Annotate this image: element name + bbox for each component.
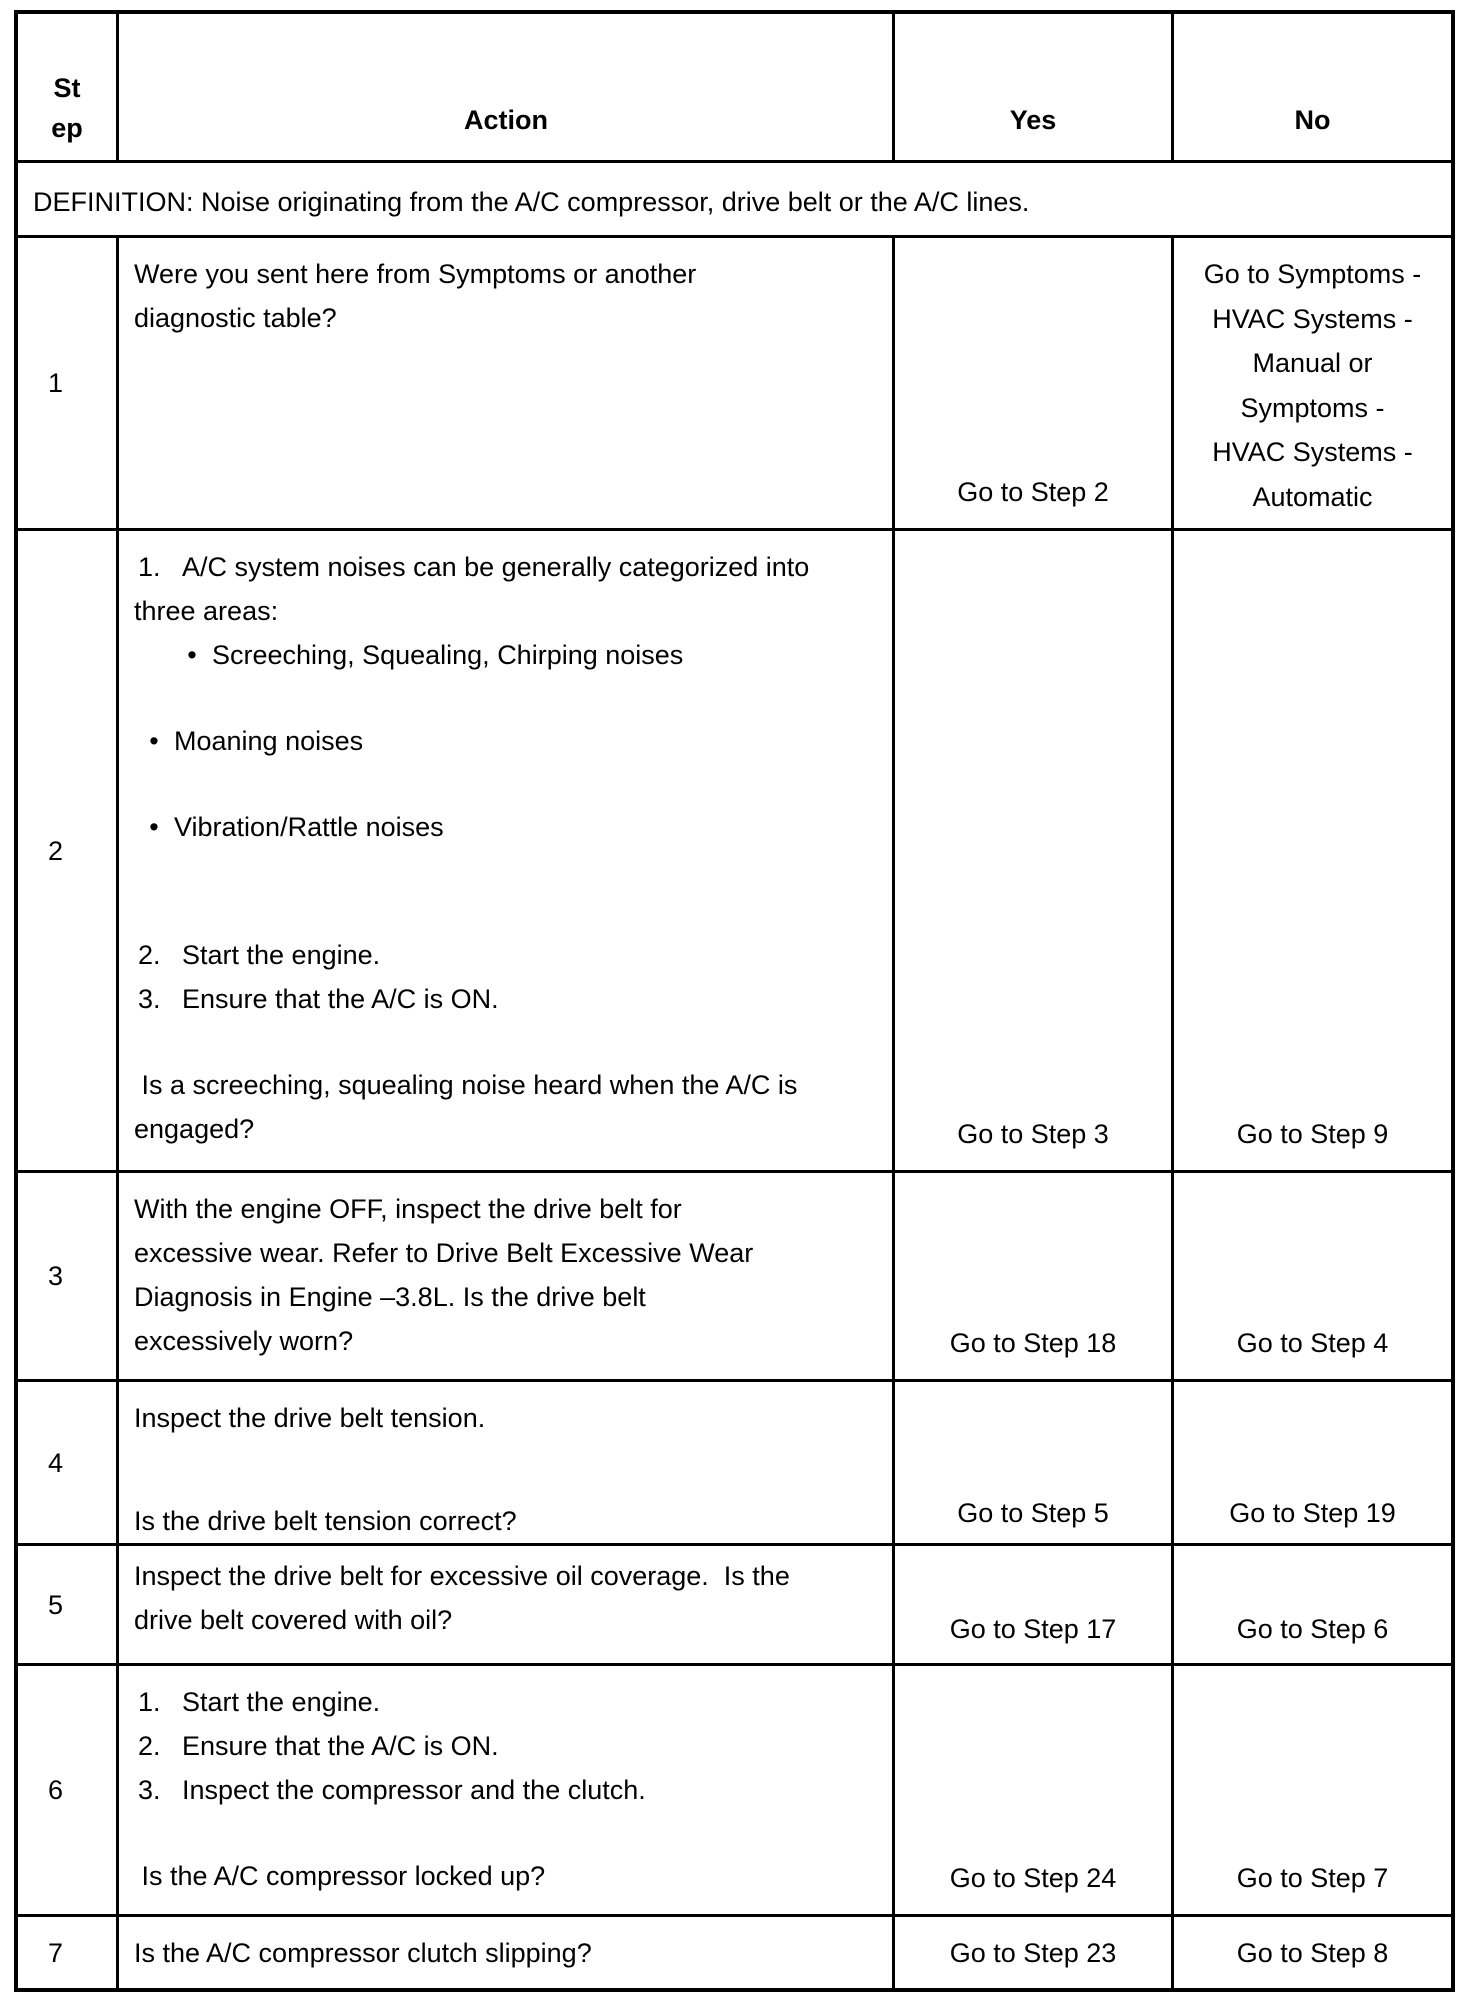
yes-result: Go to Step 18	[895, 1173, 1174, 1379]
table-row	[18, 1914, 1451, 1988]
bullet-item	[134, 805, 878, 849]
step-number: 7	[18, 1917, 119, 1988]
question-text: engaged?	[134, 1114, 255, 1144]
yes-result: Go to Step 24	[895, 1666, 1174, 1914]
no-result: Go to Step 6	[1236, 1614, 1389, 1644]
header-action: Action	[119, 14, 895, 160]
yes-result: Go to Step 23	[895, 1917, 1174, 1988]
item-text: Start the engine.	[182, 940, 381, 970]
action-line: drive belt covered with oil?	[134, 1605, 453, 1635]
bullet-glyph: •	[187, 640, 197, 670]
bullet-text: Moaning noises	[174, 726, 364, 756]
numbered-item	[134, 545, 878, 589]
item-number: 2.	[138, 940, 161, 970]
action-line: diagnostic table?	[134, 303, 337, 333]
no-result: Go to Step 4	[1236, 1328, 1389, 1358]
yes-result: Go to Step 5	[895, 1382, 1174, 1543]
numbered-item	[134, 977, 878, 1021]
item-number: 1.	[138, 552, 161, 582]
question-text: Is a screeching, squealing noise heard when the A/C is	[134, 1070, 798, 1100]
action-line: With the engine OFF, inspect the drive belt for	[134, 1194, 682, 1224]
action-text: Is the A/C compressor clutch slipping?	[119, 1917, 895, 1988]
numbered-item	[134, 933, 878, 977]
table-row	[18, 235, 1451, 528]
no-line: HVAC Systems -	[1212, 437, 1413, 467]
item-text: Inspect the compressor and the clutch.	[182, 1775, 646, 1805]
action-line: excessively worn?	[134, 1326, 354, 1356]
header-step	[18, 14, 119, 160]
step-number: 5	[18, 1546, 119, 1663]
bullet-text: Screeching, Squealing, Chirping noises	[212, 640, 684, 670]
action-text	[119, 1546, 895, 1663]
bullet-item	[134, 719, 878, 763]
action-line: excessive wear. Refer to Drive Belt Excessive Wear	[134, 1238, 754, 1268]
no-result: Go to Step 8	[1236, 1937, 1389, 1968]
question-text: Is the A/C compressor locked up?	[134, 1861, 546, 1891]
item-text: three areas:	[134, 596, 279, 626]
yes-result: Go to Step 17	[895, 1546, 1174, 1663]
step-number: 4	[18, 1382, 119, 1543]
yes-result: Go to Step 3	[895, 531, 1174, 1170]
item-text: A/C system noises can be generally categorized into	[182, 552, 810, 582]
table-header-row	[18, 14, 1451, 160]
action-text	[119, 531, 895, 1170]
step-number: 6	[18, 1666, 119, 1914]
step-number: 3	[18, 1173, 119, 1379]
numbered-item	[134, 1680, 878, 1724]
item-number: 3.	[138, 1775, 161, 1805]
no-line: HVAC Systems -	[1212, 303, 1413, 334]
step-number: 1	[18, 238, 119, 528]
action-line: Inspect the drive belt tension.	[134, 1403, 486, 1433]
no-line: Manual or	[1252, 348, 1373, 378]
table-row	[18, 1543, 1451, 1663]
definition-text: DEFINITION: Noise originating from the A/C compressor, drive belt or the A/C lines.	[33, 187, 1030, 217]
header-no: No	[1294, 105, 1331, 135]
numbered-item	[134, 1724, 878, 1768]
bullet-item	[134, 633, 878, 677]
header-step-line2: ep	[51, 113, 83, 143]
action-text	[119, 238, 895, 528]
definition-row	[18, 160, 1451, 235]
item-number: 1.	[138, 1687, 161, 1717]
no-line: Automatic	[1252, 481, 1373, 512]
header-yes: Yes	[895, 14, 1174, 160]
action-line: Diagnosis in Engine –3.8L. Is the drive belt	[134, 1282, 646, 1312]
action-line: Were you sent here from Symptoms or another	[134, 259, 697, 289]
yes-result: Go to Step 2	[895, 238, 1174, 528]
item-number: 3.	[138, 984, 161, 1014]
action-line: Is the drive belt tension correct?	[134, 1506, 517, 1536]
action-text	[119, 1173, 895, 1379]
table-row	[18, 1379, 1451, 1543]
item-text: Ensure that the A/C is ON.	[182, 1731, 499, 1761]
table-row	[18, 1170, 1451, 1379]
action-text	[119, 1382, 895, 1543]
action-line: Inspect the drive belt for excessive oil coverage. Is the	[134, 1561, 790, 1591]
no-result: Go to Step 19	[1229, 1498, 1396, 1528]
no-result: Go to Step 9	[1236, 1119, 1389, 1149]
bullet-text: Vibration/Rattle noises	[174, 812, 444, 842]
numbered-item	[134, 1768, 878, 1812]
bullet-glyph: •	[149, 726, 159, 756]
item-text: Ensure that the A/C is ON.	[182, 984, 499, 1014]
step-number: 2	[18, 531, 119, 1170]
no-result: Go to Step 7	[1236, 1863, 1389, 1893]
action-text	[119, 1666, 895, 1914]
item-number: 2.	[138, 1731, 161, 1761]
table-row	[18, 1663, 1451, 1914]
table-row	[18, 528, 1451, 1170]
header-step-line1: St	[53, 73, 81, 103]
bullet-glyph: •	[149, 812, 159, 842]
diagnostic-table	[14, 10, 1455, 1992]
no-line: Symptoms -	[1240, 392, 1385, 423]
no-line: Go to Symptoms -	[1203, 259, 1422, 289]
no-result	[1174, 238, 1451, 528]
item-text: Start the engine.	[182, 1687, 381, 1717]
